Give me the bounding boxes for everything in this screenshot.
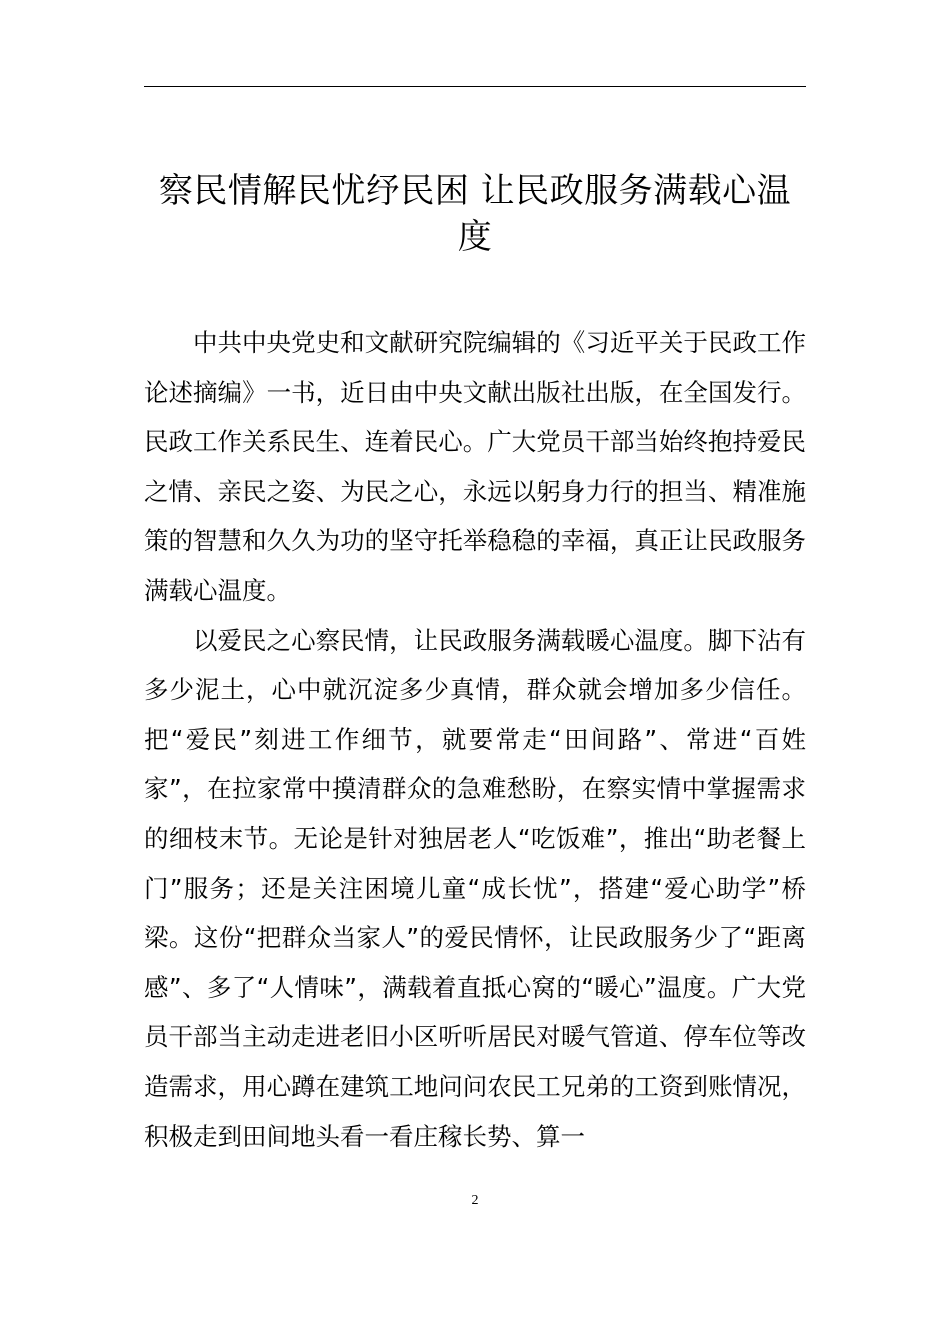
page-number: 2 (471, 1193, 479, 1208)
document-title: 察民情解民忧纾民困 让民政服务满载心温度 (158, 171, 792, 257)
document-body (144, 318, 806, 1161)
header-rule (144, 86, 806, 87)
paragraph: 中共中央党史和文献研究院编辑的《习近平关于民政工作论述摘编》一书，近日由中央文献出版社出版，在全国发行。民政工作关系民生、连着民心。广大党员干部当始终抱持爱民之情、亲民之姿、为民之心，永远以躬身力行的担当、精准施策的智慧和久久为功的坚守托举稳稳的幸福，真正让民政服务满载心温度。 (144, 328, 806, 605)
paragraph: 以爱民之心察民情，让民政服务满载暖心温度。脚下沾有多少泥土，心中就沉淀多少真情，群众就会增加多少信任。把“爱民”刻进工作细节，就要常走“田间路”、常进“百姓家”，在拉家常中摸清群众的急难愁盼，在察实情中掌握需求的细枝末节。无论是针对独居老人“吃饭难”，推出“助老餐上门”服务；还是关注困境儿童“成长忧”，搭建“爱心助学”桥梁。这份“把群众当家人”的爱民情怀，让民政服务少了“距离感”、多了“人情味”，满载着直抵心窝的“暖心”温度。广大党员干部当主动走进老旧小区听听居民对暖气管道、停车位等改造需求，用心蹲在建筑工地问问农民工兄弟的工资到账情况，积极走到田间地头看一看庄稼长势、算一 (144, 625, 806, 1151)
